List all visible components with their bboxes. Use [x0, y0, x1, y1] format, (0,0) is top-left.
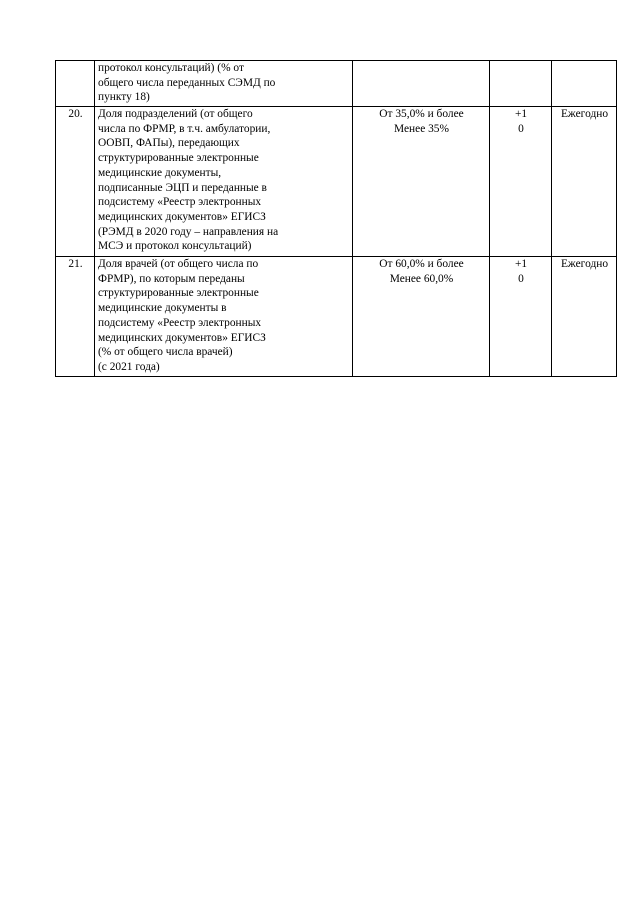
indicator-name-line: пункту 18) — [98, 91, 150, 104]
indicator-name-line: общего числа переданных СЭМД по — [98, 76, 276, 89]
criteria-table — [55, 60, 617, 377]
indicator-name-line: Доля подразделений (от общего — [98, 108, 253, 120]
indicator-name-line: подсистему «Реестр электронных — [98, 316, 262, 329]
value-range-cell — [353, 257, 490, 377]
indicator-name-line: (с 2021 года) — [98, 360, 160, 373]
row-number-cell — [56, 61, 95, 107]
periodicity-cell: Ежегодно — [552, 107, 617, 257]
indicator-name-line: протокол консультаций) (% от — [98, 62, 244, 74]
value-range-line: Менее 60,0% — [389, 272, 454, 285]
indicator-name-line: медицинские документы в — [98, 302, 227, 315]
indicator-name-line: медицинских документов» ЕГИСЗ — [98, 210, 266, 223]
score-line: +1 — [514, 258, 528, 270]
score-line: 0 — [518, 272, 524, 285]
score-line: 0 — [518, 122, 524, 135]
indicator-name-line: подписанные ЭЦП и переданные в — [98, 181, 267, 194]
indicator-name-line: числа по ФРМР, в т.ч. амбулатории, — [98, 122, 271, 135]
indicator-name-line: структурированные электронные — [98, 287, 259, 300]
value-range-line: Менее 35% — [394, 122, 449, 135]
score-cell — [490, 61, 552, 107]
value-range-cell — [353, 61, 490, 107]
indicator-name-line: (% от общего числа врачей) — [98, 346, 233, 359]
indicator-name-line: МСЭ и протокол консультаций) — [98, 240, 252, 253]
score-cell — [490, 257, 552, 377]
row-number-cell: 20. — [56, 107, 95, 257]
periodicity-cell — [552, 61, 617, 107]
indicator-name-cell — [95, 61, 353, 107]
indicator-name-line: медицинских документов» ЕГИСЗ — [98, 331, 266, 344]
indicator-name-line: Доля врачей (от общего числа по — [98, 258, 259, 270]
indicator-name-line: (РЭМД в 2020 году – направления на — [98, 225, 279, 238]
indicator-name-line: структурированные электронные — [98, 152, 259, 165]
value-range-line: От 60,0% и более — [379, 258, 464, 270]
indicator-name-cell — [95, 107, 353, 257]
table-row — [56, 61, 617, 107]
indicator-name-line: медицинские документы, — [98, 166, 222, 179]
table-row — [56, 107, 617, 257]
table-row — [56, 257, 617, 377]
value-range-line: От 35,0% и более — [379, 108, 464, 120]
indicator-name-line: подсистему «Реестр электронных — [98, 196, 262, 209]
periodicity-cell: Ежегодно — [552, 257, 617, 377]
indicator-name-line: ООВП, ФАПы), передающих — [98, 137, 240, 150]
indicator-name-cell — [95, 257, 353, 377]
indicator-name-line: ФРМР), по которым переданы — [98, 272, 245, 285]
score-cell — [490, 107, 552, 257]
value-range-cell — [353, 107, 490, 257]
row-number-cell: 21. — [56, 257, 95, 377]
score-line: +1 — [514, 108, 528, 120]
